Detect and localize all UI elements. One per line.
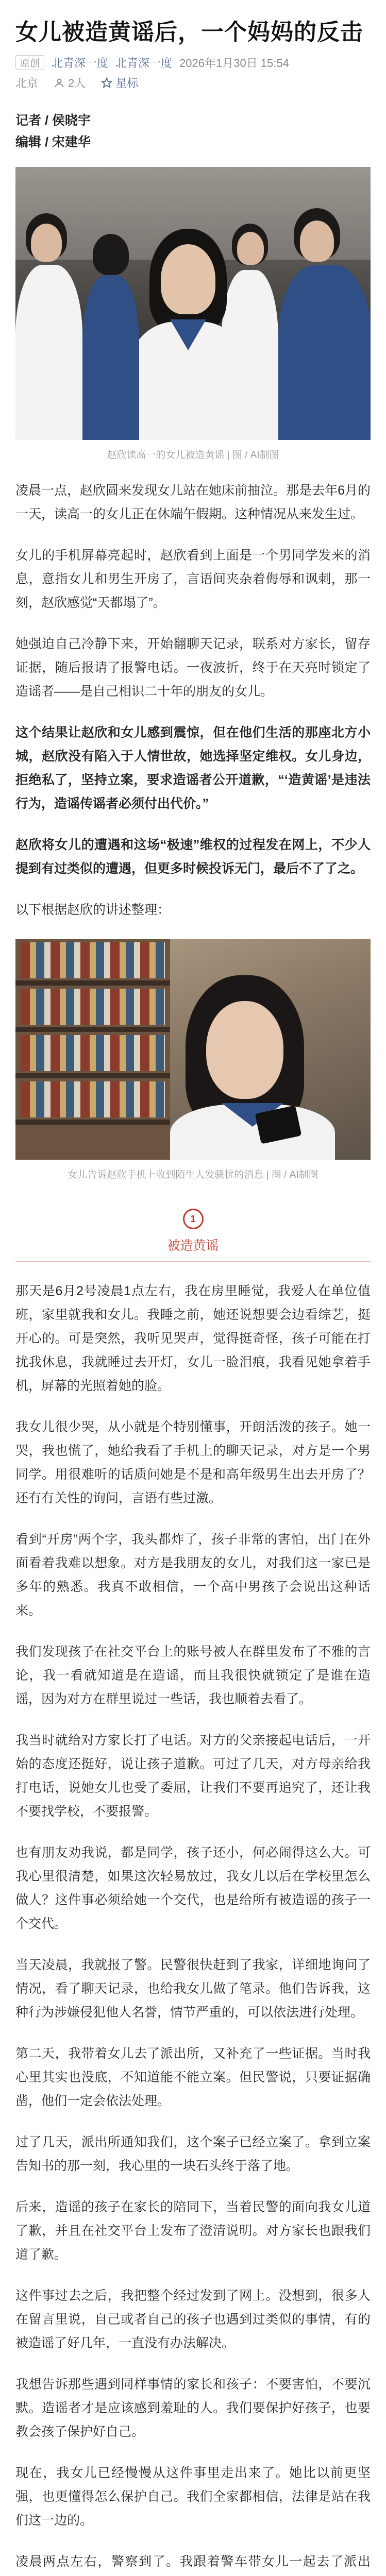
paragraph-17: 这件事过去之后，我把整个经过发到了网上。没想到，很多人在留言里说，自己或者自己的孩子也遇到过类似的事情，有的被造谣了好几年，一直没有办法解决。	[15, 2289, 371, 2350]
people-icon	[54, 77, 65, 89]
paragraph-7: 那天是6月2号凌晨1点左右，我在房里睡觉，我爱人在单位值班，家里就我和女儿。我睡之前，她还说想要会边看综艺，挺开心的。可是突然，我听见哭声，觉得挺奇怪，孩子可能在打扰我休息，我就睡过去开灯，女儿一脸泪痕，我看见她拿着手机，屏幕的光照着她的脸。	[15, 1284, 371, 1393]
star-button[interactable]	[101, 75, 138, 91]
star-label: 星标	[115, 77, 139, 90]
people-count[interactable]	[54, 75, 86, 91]
location-label: 北京	[15, 77, 39, 90]
paragraph-1: 凌晨一点，赵欣圆来发现女儿站在她床前抽泣。那是去年6月的一天，读高一的女儿正在休端午假期。这种情况从来发生过。	[15, 483, 371, 521]
girl-phone-photo	[15, 939, 371, 1160]
original-tag: 原创	[15, 55, 44, 70]
byline-reporter: 记者 / 侯晓宇	[15, 113, 91, 128]
classroom-photo	[15, 167, 371, 440]
paragraph-3: 她强迫自己冷静下来，开始翻聊天记录，联系对方家长，留存证据，随后报请了报警电话。一夜波折，终于在天亮时锁定了造谣者——是自己相识二十年的朋友的女儿。	[15, 637, 371, 699]
paragraph-4: 这个结果让赵欣和女儿感到震惊，但在他们生活的那座北方小城，赵欣没有陷入于人情世故，她选择坚定维权。女儿身边，拒绝私了，坚持立案，要求造谣者公开道歉，“‘造黄谣’是违法行为，造谣传谣者必须付出代价。”	[15, 725, 371, 811]
section-header	[15, 1209, 371, 1262]
image-caption-1: 赵欣读高一的女儿被造黄谣 | 图 / AI制图	[107, 450, 279, 461]
paragraph-13: 当天凌晨，我就报了警。民警很快赶到了我家，详细地询问了情况，看了聊天记录，也给我女儿做了笔录。他们告诉我，这种行为涉嫌侵犯他人名誉，情节严重的，可以依法进行处理。	[15, 1958, 371, 2020]
publish-datetime: 2026年1月30日 15:54	[179, 57, 289, 70]
paragraph-9: 看到“开房”两个字，我头都炸了，孩子非常的害怕，出门在外面看着我难以想象。对方是我朋友的女儿，对我们这一家已是多年的熟悉。我真不敢相信，一个高中男孩子会说出这种话来。	[15, 1532, 371, 1618]
paragraph-12: 也有朋友劝我说，都是同学，孩子还小，何必闹得这么大。可我心里很清楚，如果这次轻易放过，我女儿以后在学校里怎么做人？这件事必须给她一个交代，也是给所有被造谣的孩子一个交代。	[15, 1845, 371, 1931]
paragraph-11: 我当时就给对方家长打了电话。对方的父亲接起电话后，一开始的态度还挺好，说让孩子道歉。可过了几天，对方母亲给我打电话，说她女儿也受了委屈，让我们不要再追究了，还让我不要找学校，不要报警。	[15, 1733, 371, 1819]
paragraph-15: 过了几天，派出所通知我们，这个案子已经立案了。拿到立案告知书的那一刻，我心里的一块石头终于落了地。	[15, 2135, 371, 2173]
paragraph-10: 我们发现孩子在社交平台上的账号被人在群里发布了不雅的言论，我一看就知道是在造谣，而且我很快就锁定了是谁在造谣，因为对方在群里说过一些话，我也顺着去看了。	[15, 1645, 371, 1706]
article-title: 女儿被造黄谣后，一个妈妈的反击	[15, 20, 363, 45]
account-link[interactable]: 北青深一度	[115, 57, 173, 70]
section-divider	[15, 1261, 371, 1262]
paragraph-20: 凌晨两点左右，警察到了。我跟着警车带女儿一起去了派出	[15, 2554, 371, 2569]
author-link[interactable]: 北青深一度	[52, 57, 109, 70]
paragraph-19: 现在，我女儿已经慢慢从这件事里走出来了。她比以前更坚强，也更懂得怎么保护自己。我们全家都相信，法律是站在我们这一边的。	[15, 2466, 371, 2528]
article-meta-row2	[0, 71, 386, 91]
paragraph-14: 第二天，我带着女儿去了派出所，又补充了一些证据。当时我心里其实也没底，不知道能不能立案。但民警说，只要证据确凿，他们一定会依法处理。	[15, 2046, 371, 2108]
paragraph-16: 后来，造谣的孩子在家长的陪同下，当着民警的面向我女儿道了歉，并且在社交平台上发布了澄清说明。对方家长也跟我们道了歉。	[15, 2200, 371, 2262]
paragraph-2: 女儿的手机屏幕亮起时，赵欣看到上面是一个男同学发来的消息，意指女儿和男生开房了，言语间夹杂着侮辱和讽刺，那一刻，赵欣感觉“天都塌了”。	[15, 548, 371, 610]
byline-editor: 编辑 / 宋建华	[15, 135, 91, 149]
article-meta	[0, 55, 386, 71]
paragraph-5: 赵欣将女儿的遭遇和这场“极速”维权的过程发在网上，不少人提到有过类似的遭遇，但更多时候投诉无门，最后不了了之。	[15, 838, 371, 876]
people-count-label: 2人	[68, 77, 86, 90]
paragraph-18: 我想告诉那些遇到同样事情的家长和孩子：不要害怕，不要沉默。造谣者才是应该感到羞耻的人。我们要保护好孩子，也要教会孩子保护好自己。	[15, 2377, 371, 2439]
star-icon	[101, 77, 112, 89]
image-caption-2: 女儿告诉赵欣手机上收到陌生人发骚扰的消息 | 图 / AI制图	[68, 1170, 318, 1180]
paragraph-6: 以下根据赵欣的讲述整理：	[15, 903, 171, 917]
paragraph-8: 我女儿很少哭，从小就是个特别懂事，开朗活泼的孩子。她一哭，我也慌了，她给我看了手机上的聊天记录，对方是一个男同学。用很难听的话质问她是不是和高年级男生出去开房了？还有有关性的询问，言语有些过激。	[15, 1420, 371, 1505]
section-title: 被造黄谣	[167, 1239, 219, 1253]
section-number-icon: 1	[183, 1209, 204, 1229]
